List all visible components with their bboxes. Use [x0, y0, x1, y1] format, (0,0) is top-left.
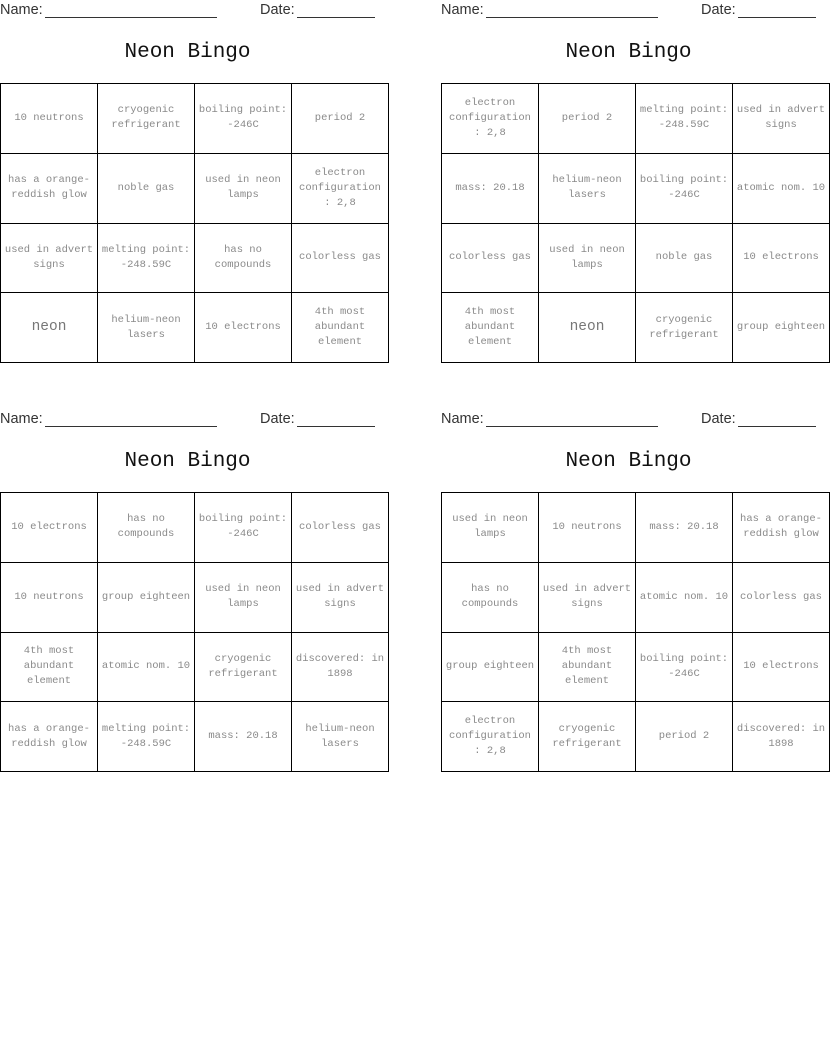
bingo-cell: has a orange-reddish glow [1, 153, 98, 223]
grid-row [1, 562, 389, 632]
bingo-cell: boiling point: -246C [636, 153, 733, 223]
grid-row [442, 702, 830, 772]
bingo-cell: 4th most abundant element [292, 293, 389, 363]
name-label: Name: [0, 2, 43, 18]
date-blank-line [297, 17, 375, 18]
bingo-cell: group eighteen [733, 293, 830, 363]
bingo-cell: 10 electrons [195, 293, 292, 363]
bingo-cell: has no compounds [442, 562, 539, 632]
bingo-cell: used in advert signs [1, 223, 98, 293]
bingo-cell: has a orange-reddish glow [1, 702, 98, 772]
bingo-cell: melting point: -248.59C [98, 223, 195, 293]
bingo-card-4 [441, 409, 826, 774]
grid-row [442, 84, 830, 154]
bingo-cell: 4th most abundant element [539, 632, 636, 702]
bingo-cell: cryogenic refrigerant [98, 84, 195, 154]
bingo-cell: atomic nom. 10 [636, 562, 733, 632]
bingo-cell: 10 neutrons [1, 84, 98, 154]
grid-row [442, 632, 830, 702]
bingo-cell: boiling point: -246C [195, 493, 292, 563]
bingo-cell: used in neon lamps [539, 223, 636, 293]
card-title: Neon Bingo [565, 450, 692, 473]
bingo-cell-free: neon [539, 293, 636, 363]
name-label: Name: [441, 2, 484, 18]
bingo-cell: 10 electrons [733, 223, 830, 293]
bingo-cell: mass: 20.18 [195, 702, 292, 772]
bingo-cell: used in neon lamps [195, 153, 292, 223]
bingo-cell: melting point: -248.59C [98, 702, 195, 772]
bingo-cell: used in advert signs [292, 562, 389, 632]
bingo-cell: cryogenic refrigerant [636, 293, 733, 363]
bingo-card-3 [0, 409, 385, 774]
bingo-cell: cryogenic refrigerant [539, 702, 636, 772]
bingo-cell: mass: 20.18 [442, 153, 539, 223]
bingo-cell: period 2 [636, 702, 733, 772]
date-blank-line [738, 17, 816, 18]
bingo-cell: period 2 [292, 84, 389, 154]
bingo-cell: group eighteen [442, 632, 539, 702]
card-title: Neon Bingo [124, 450, 251, 473]
grid-row [442, 293, 830, 363]
bingo-cell: electron configuration : 2,8 [442, 702, 539, 772]
card-title: Neon Bingo [124, 41, 251, 64]
bingo-cell-free: neon [1, 293, 98, 363]
bingo-cell: mass: 20.18 [636, 493, 733, 563]
bingo-grid [0, 492, 389, 772]
bingo-cell: colorless gas [733, 562, 830, 632]
name-date-row [441, 410, 816, 430]
bingo-cell: 4th most abundant element [442, 293, 539, 363]
bingo-cell: used in advert signs [733, 84, 830, 154]
bingo-cell: noble gas [636, 223, 733, 293]
bingo-cell: electron configuration : 2,8 [442, 84, 539, 154]
grid-row [1, 84, 389, 154]
bingo-cell: melting point: -248.59C [636, 84, 733, 154]
bingo-grid [441, 83, 830, 363]
bingo-cell: 10 neutrons [1, 562, 98, 632]
name-blank-line [486, 426, 658, 427]
bingo-cell: 10 electrons [1, 493, 98, 563]
bingo-cell: 4th most abundant element [1, 632, 98, 702]
bingo-cell: 10 neutrons [539, 493, 636, 563]
bingo-cell: used in neon lamps [442, 493, 539, 563]
bingo-cell: boiling point: -246C [195, 84, 292, 154]
bingo-cell: has a orange-reddish glow [733, 493, 830, 563]
bingo-cell: group eighteen [98, 562, 195, 632]
date-blank-line [738, 426, 816, 427]
bingo-cell: noble gas [98, 153, 195, 223]
grid-row [442, 493, 830, 563]
bingo-cell: 10 electrons [733, 632, 830, 702]
bingo-cell: period 2 [539, 84, 636, 154]
bingo-cell: has no compounds [195, 223, 292, 293]
bingo-grid [0, 83, 389, 363]
grid-row [442, 223, 830, 293]
name-date-row [0, 410, 375, 430]
grid-row [442, 153, 830, 223]
bingo-cell: discovered: in 1898 [733, 702, 830, 772]
bingo-cell: colorless gas [292, 493, 389, 563]
bingo-cell: used in neon lamps [195, 562, 292, 632]
grid-row [1, 702, 389, 772]
name-label: Name: [0, 411, 43, 427]
date-label: Date: [260, 2, 295, 18]
name-blank-line [45, 17, 217, 18]
bingo-cell: atomic nom. 10 [98, 632, 195, 702]
name-date-row [0, 1, 375, 21]
bingo-cell: colorless gas [292, 223, 389, 293]
bingo-cell: boiling point: -246C [636, 632, 733, 702]
bingo-cell: cryogenic refrigerant [195, 632, 292, 702]
grid-row [1, 293, 389, 363]
bingo-cell: helium-neon lasers [292, 702, 389, 772]
bingo-cell: helium-neon lasers [539, 153, 636, 223]
bingo-cell: atomic nom. 10 [733, 153, 830, 223]
bingo-cell: helium-neon lasers [98, 293, 195, 363]
date-blank-line [297, 426, 375, 427]
grid-row [1, 153, 389, 223]
name-blank-line [486, 17, 658, 18]
card-title: Neon Bingo [565, 41, 692, 64]
date-label: Date: [701, 2, 736, 18]
date-label: Date: [260, 411, 295, 427]
bingo-grid [441, 492, 830, 772]
grid-row [442, 562, 830, 632]
name-label: Name: [441, 411, 484, 427]
name-blank-line [45, 426, 217, 427]
bingo-card-2 [441, 0, 826, 365]
date-label: Date: [701, 411, 736, 427]
bingo-cell: used in advert signs [539, 562, 636, 632]
grid-row [1, 632, 389, 702]
grid-row [1, 223, 389, 293]
name-date-row [441, 1, 816, 21]
bingo-cell: electron configuration : 2,8 [292, 153, 389, 223]
bingo-card-1 [0, 0, 381, 365]
bingo-cell: colorless gas [442, 223, 539, 293]
bingo-cell: has no compounds [98, 493, 195, 563]
bingo-cell: discovered: in 1898 [292, 632, 389, 702]
grid-row [1, 493, 389, 563]
